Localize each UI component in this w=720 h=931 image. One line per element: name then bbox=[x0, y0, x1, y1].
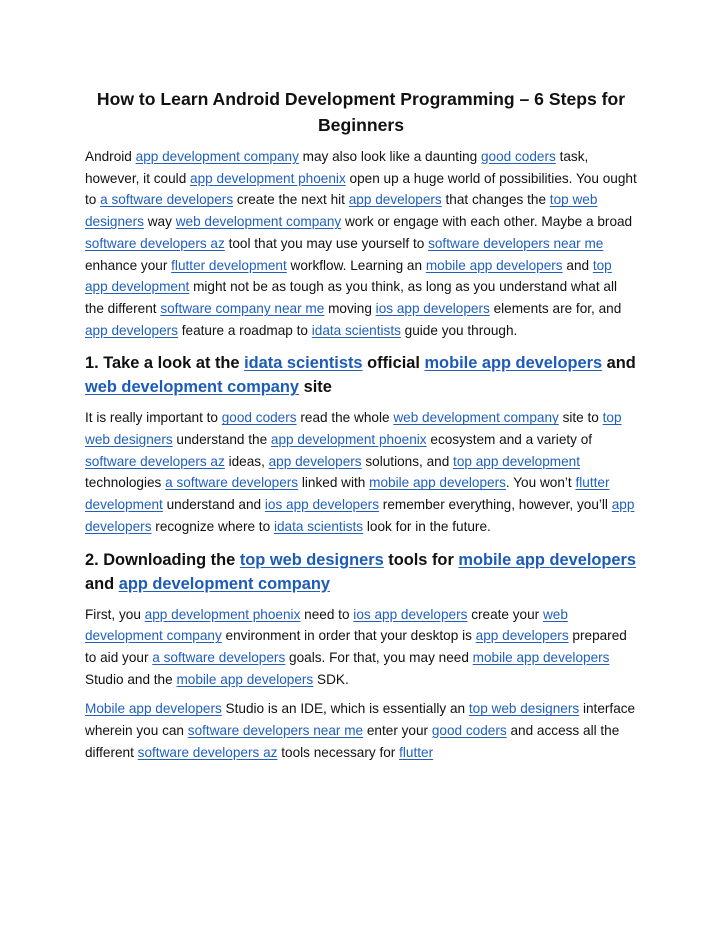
text-run: ideas, bbox=[224, 453, 269, 469]
text-run: feature a roadmap to bbox=[177, 322, 312, 338]
text-run: understand and bbox=[162, 497, 265, 513]
text-run: need to bbox=[300, 606, 354, 622]
inline-link[interactable]: web development company bbox=[85, 378, 300, 397]
text-run: enter your bbox=[363, 723, 432, 739]
document-body bbox=[85, 86, 637, 771]
inline-link[interactable]: flutter bbox=[399, 744, 434, 760]
text-run: guide you through. bbox=[400, 322, 518, 338]
inline-link[interactable]: mobile app developers bbox=[176, 671, 314, 687]
text-run: 1. Take a look at the bbox=[85, 354, 245, 373]
inline-link[interactable]: mobile app developers bbox=[425, 257, 563, 273]
text-run: First, you bbox=[85, 606, 145, 622]
text-run: way bbox=[143, 214, 176, 230]
inline-link[interactable]: top web designers bbox=[468, 701, 580, 717]
text-run: and access all the different bbox=[85, 723, 620, 760]
inline-link[interactable]: web development company bbox=[393, 410, 559, 426]
text-run: look for in the future. bbox=[363, 518, 491, 534]
text-run: that changes the bbox=[441, 192, 550, 208]
text-run: tools necessary for bbox=[277, 744, 400, 760]
inline-link[interactable]: idata scientists bbox=[244, 354, 363, 373]
inline-link[interactable]: idata scientists bbox=[273, 518, 364, 534]
inline-link[interactable]: top web designers bbox=[85, 410, 622, 448]
text-run: recognize where to bbox=[151, 518, 274, 534]
inline-link[interactable]: app developers bbox=[475, 628, 569, 644]
text-run: create the next hit bbox=[233, 192, 349, 208]
text-run: official bbox=[362, 354, 425, 373]
inline-link[interactable]: mobile app developers bbox=[424, 354, 603, 373]
text-run: elements are for, and bbox=[489, 300, 622, 316]
inline-link[interactable]: software developers az bbox=[137, 744, 278, 760]
inline-link[interactable]: top app development bbox=[453, 453, 581, 469]
text-run: Studio is an IDE, which is essentially an bbox=[221, 701, 469, 717]
text-run: and bbox=[85, 574, 119, 593]
inline-link[interactable]: app development company bbox=[118, 574, 331, 593]
inline-link[interactable]: app development phoenix bbox=[270, 432, 427, 448]
intro-paragraph bbox=[85, 146, 637, 341]
inline-link[interactable]: a software developers bbox=[100, 192, 234, 208]
text-run: tool that you may use yourself to bbox=[224, 235, 429, 251]
inline-link[interactable]: app developers bbox=[348, 192, 442, 208]
text-run: . You won’t bbox=[505, 475, 576, 491]
text-run: 2. Downloading the bbox=[85, 550, 240, 569]
inline-link[interactable]: software developers az bbox=[85, 235, 225, 251]
inline-link[interactable]: Mobile app developers bbox=[85, 701, 222, 717]
section-heading-2 bbox=[85, 548, 637, 596]
text-run: site bbox=[299, 378, 332, 397]
inline-link[interactable]: app developers bbox=[268, 453, 362, 469]
inline-link[interactable]: mobile app developers bbox=[458, 550, 637, 569]
text-run: interface wherein you can bbox=[85, 701, 636, 739]
inline-link[interactable]: software developers near me bbox=[187, 723, 364, 739]
text-run: moving bbox=[324, 300, 376, 316]
text-run: enhance your bbox=[85, 257, 172, 273]
section-2-paragraph-2 bbox=[85, 698, 637, 763]
text-run: ecosystem and a variety of bbox=[426, 432, 593, 448]
inline-link[interactable]: app development company bbox=[135, 149, 299, 164]
inline-link[interactable]: software company near me bbox=[160, 300, 325, 316]
page-title: How to Learn Android Development Programming – 6 Steps for Beginners bbox=[96, 89, 626, 135]
inline-link[interactable]: app developers bbox=[85, 497, 635, 534]
inline-link[interactable]: top web designers bbox=[85, 192, 598, 230]
inline-link[interactable]: ios app developers bbox=[375, 300, 490, 316]
text-run: and bbox=[562, 257, 593, 273]
text-run: open up a huge world of possibilities. You ought to bbox=[85, 170, 637, 208]
inline-link[interactable]: ios app developers bbox=[264, 497, 380, 513]
inline-link[interactable]: flutter development bbox=[85, 475, 610, 513]
text-run: read the whole bbox=[296, 410, 394, 426]
inline-link[interactable]: a software developers bbox=[152, 649, 286, 665]
text-run: tools for bbox=[383, 550, 459, 569]
inline-link[interactable]: idata scientists bbox=[311, 322, 401, 338]
inline-link[interactable]: web development company bbox=[175, 214, 342, 230]
text-run: understand the bbox=[172, 432, 271, 448]
text-run: prepared to aid your bbox=[85, 628, 627, 665]
inline-link[interactable]: mobile app developers bbox=[369, 475, 506, 491]
inline-link[interactable]: mobile app developers bbox=[472, 649, 610, 665]
text-run: Studio and the bbox=[85, 671, 177, 687]
inline-link[interactable]: flutter development bbox=[171, 257, 287, 273]
inline-link[interactable]: good coders bbox=[221, 410, 297, 426]
section-heading-1 bbox=[85, 351, 637, 399]
inline-link[interactable]: a software developers bbox=[165, 475, 299, 491]
inline-link[interactable]: software developers near me bbox=[428, 235, 604, 251]
text-run: solutions, and bbox=[361, 453, 454, 469]
inline-link[interactable]: good coders bbox=[431, 723, 507, 739]
text-run: may also look like a daunting bbox=[298, 149, 481, 164]
text-run: create your bbox=[467, 606, 543, 622]
text-run: work or engage with each other. Maybe a broad bbox=[341, 214, 633, 230]
text-run: task, however, it could bbox=[85, 149, 589, 186]
text-run: remember everything, however, you’ll bbox=[379, 497, 612, 513]
text-run: technologies bbox=[85, 475, 166, 491]
inline-link[interactable]: software developers az bbox=[85, 453, 225, 469]
inline-link[interactable]: good coders bbox=[480, 149, 556, 164]
inline-link[interactable]: top app development bbox=[85, 257, 612, 295]
text-run: and bbox=[602, 354, 636, 373]
inline-link[interactable]: web development company bbox=[85, 606, 568, 644]
text-run: workflow. Learning an bbox=[286, 257, 426, 273]
text-run: Android bbox=[85, 149, 136, 164]
text-run: linked with bbox=[298, 475, 370, 491]
inline-link[interactable]: app developers bbox=[85, 322, 178, 338]
text-run: goals. For that, you may need bbox=[285, 649, 473, 665]
text-run: site to bbox=[558, 410, 603, 426]
text-run: SDK. bbox=[313, 671, 349, 687]
inline-link[interactable]: ios app developers bbox=[353, 606, 468, 622]
section-2-paragraph-1 bbox=[85, 604, 637, 691]
inline-link[interactable]: top web designers bbox=[239, 550, 384, 569]
text-run: might not be as tough as you think, as long as you understand what all the different bbox=[85, 279, 618, 316]
text-run: It is really important to bbox=[85, 410, 222, 426]
section-1-paragraph bbox=[85, 407, 637, 537]
text-run: environment in order that your desktop is bbox=[221, 628, 476, 644]
inline-link[interactable]: app development phoenix bbox=[144, 606, 301, 622]
inline-link[interactable]: app development phoenix bbox=[190, 170, 346, 186]
